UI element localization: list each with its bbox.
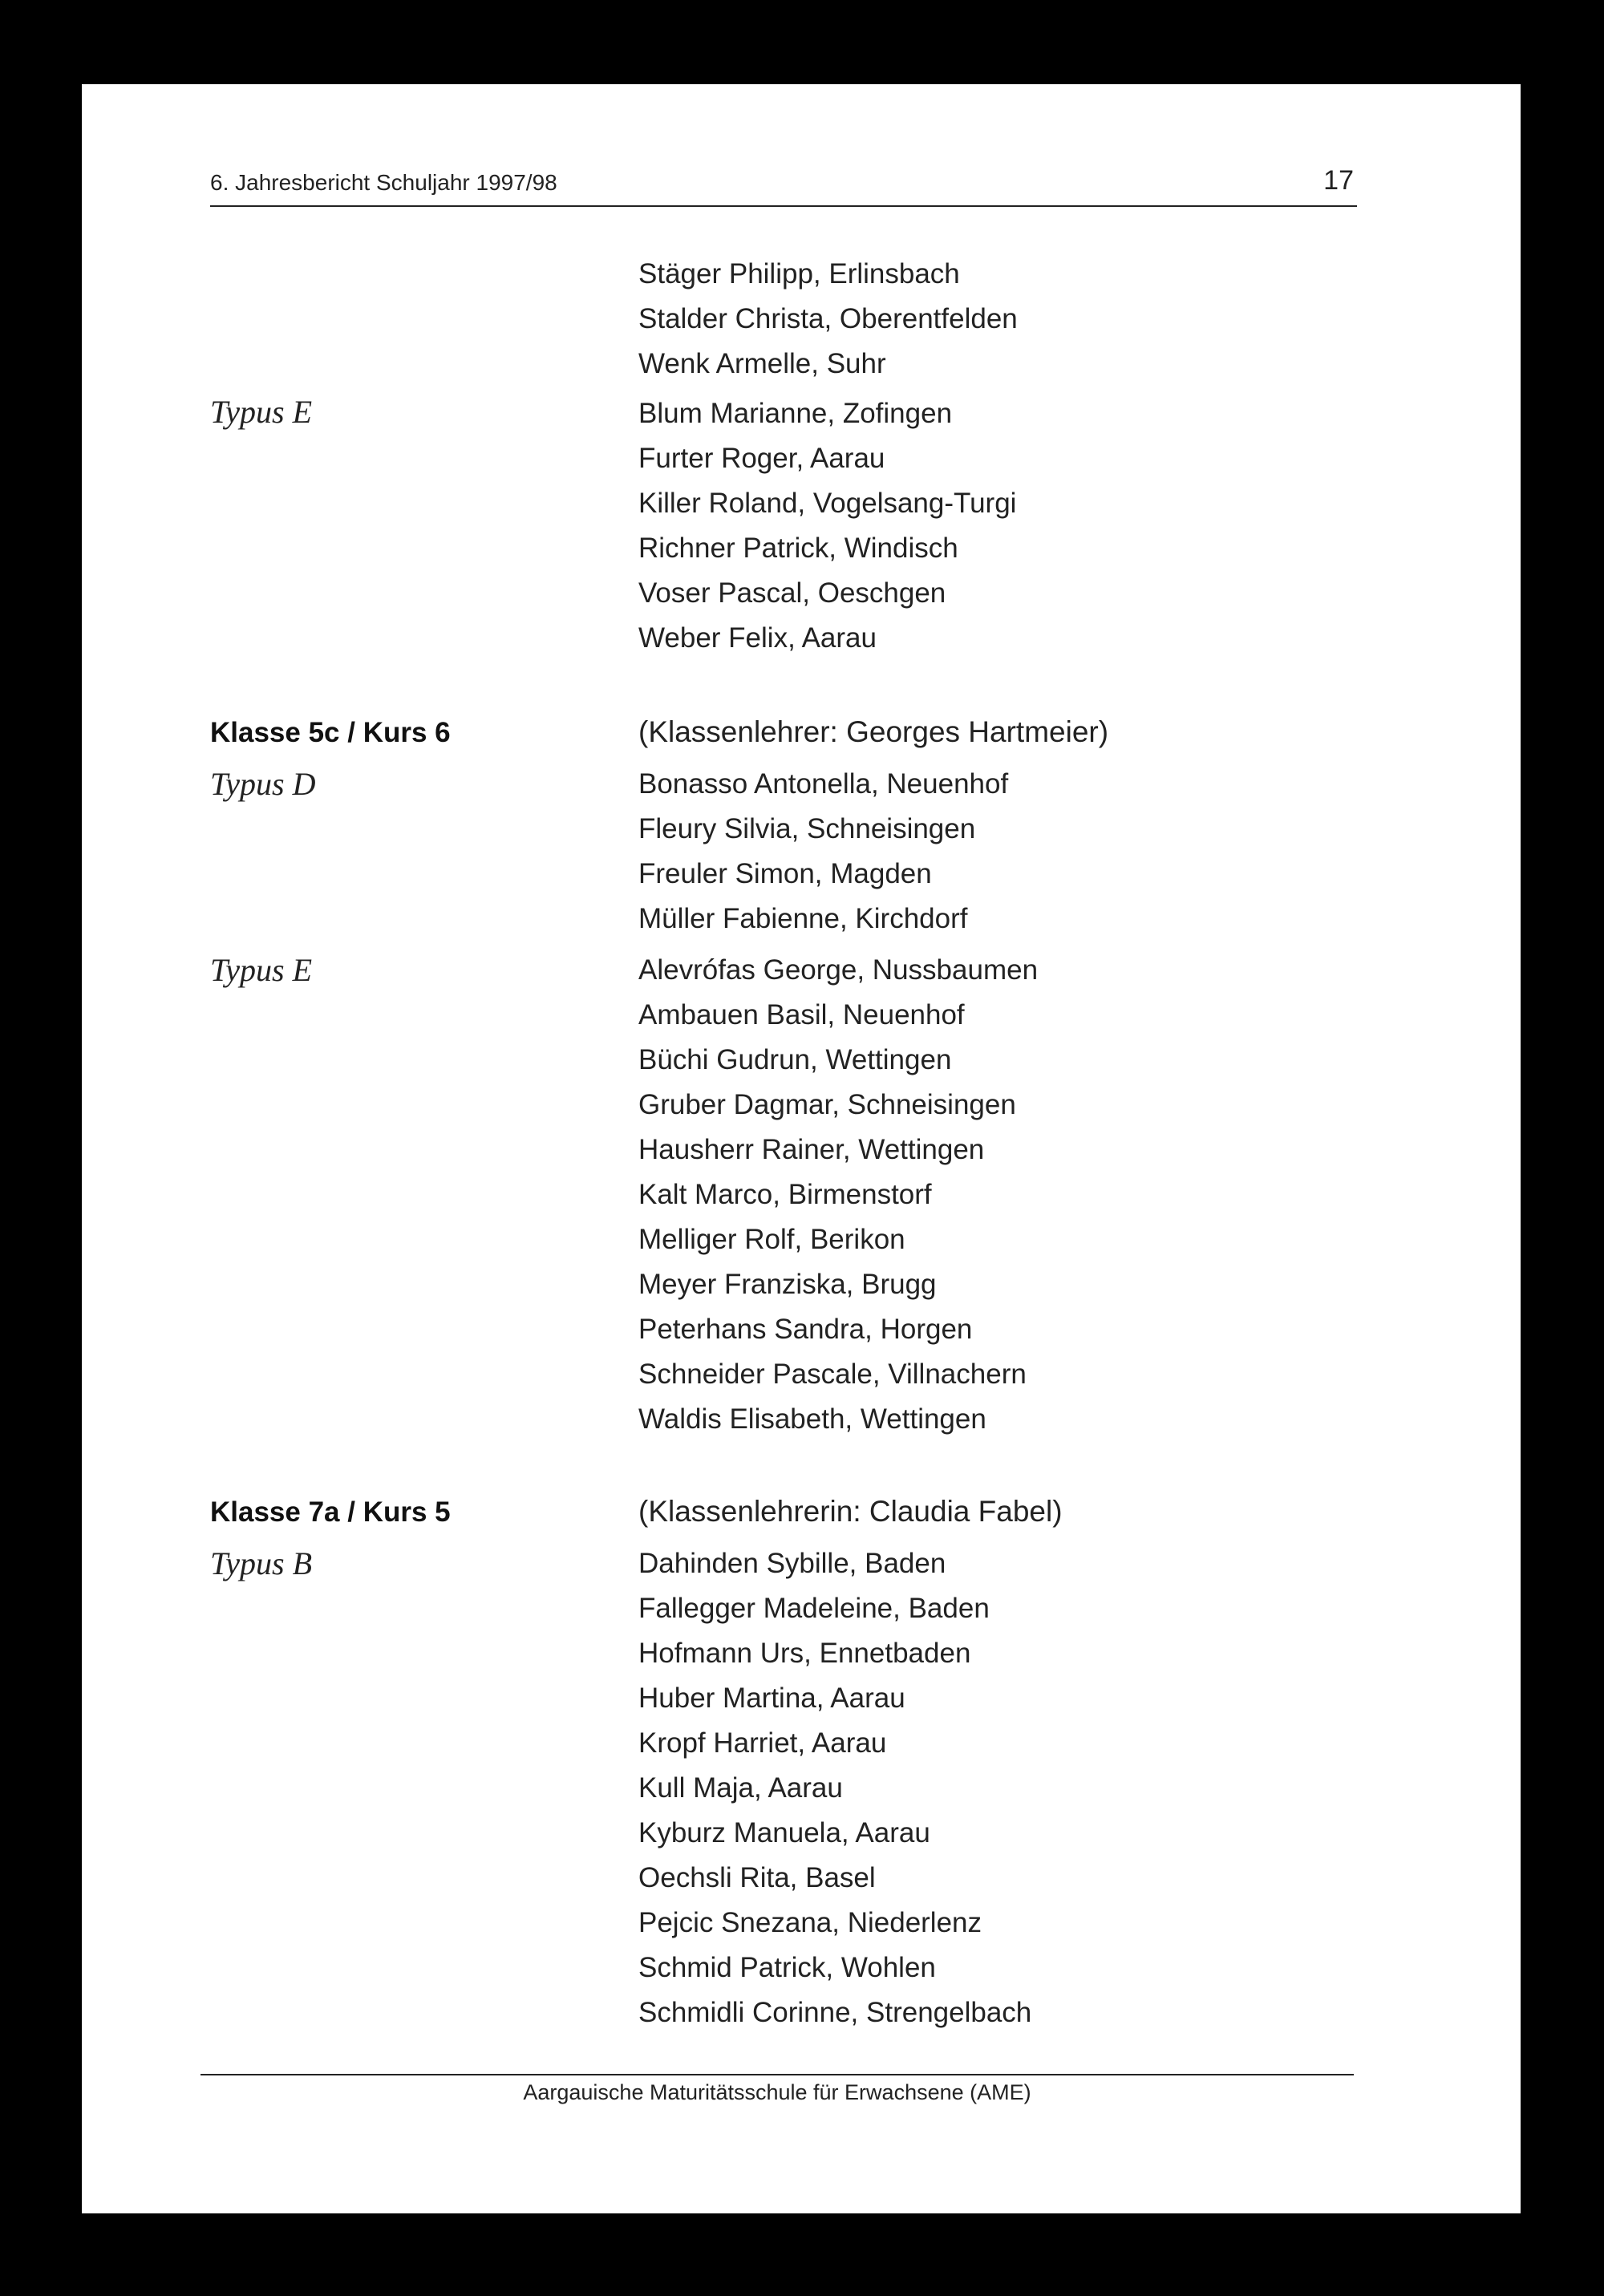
list-item: Alevrófas George, Nussbaumen [638,954,1039,986]
list-item: Freuler Simon, Magden [638,858,932,889]
list-item: Furter Roger, Aarau [638,443,885,474]
list-item: Schneider Pascale, Villnachern [638,1359,1027,1390]
footer-divider [200,2074,1354,2075]
page-number: 17 [1323,165,1354,196]
list-item: Melliger Rolf, Berikon [638,1224,905,1255]
name-list-typus-d [638,762,1008,941]
list-item: Bonasso Antonella, Neuenhof [638,768,1009,800]
typus-e-label: Typus E [210,394,313,430]
list-item: Gruber Dagmar, Schneisingen [638,1089,1016,1120]
list-item: Büchi Gudrun, Wettingen [638,1044,952,1075]
list-item: Schmid Patrick, Wohlen [638,1952,936,1983]
name-list-typus-e [638,391,1016,661]
list-item: Kropf Harriet, Aarau [638,1727,887,1759]
name-list-typus-e [638,948,1038,1442]
list-item: Schmidli Corinne, Strengelbach [638,1997,1032,2028]
list-item: Peterhans Sandra, Horgen [638,1314,973,1345]
list-item: Hofmann Urs, Ennetbaden [638,1638,971,1669]
page-footer: Aargauische Maturitätsschule für Erwachsene (AME) [523,2080,1031,2104]
typus-e-label: Typus E [210,952,313,988]
list-item: Müller Fabienne, Kirchdorf [638,903,968,934]
page-header [210,165,1357,207]
name-list-continued [638,252,1018,387]
list-item: Pejcic Snezana, Niederlenz [638,1907,982,1938]
class-teacher: (Klassenlehrerin: Claudia Fabel) [638,1495,1063,1528]
list-item: Huber Martina, Aarau [638,1683,905,1714]
name-list-typus-b [638,1541,1031,2035]
list-item: Stäger Philipp, Erlinsbach [638,258,960,290]
list-item: Ambauen Basil, Neuenhof [638,999,965,1031]
class-heading: Klasse 5c / Kurs 6 [210,717,451,748]
typus-d-label: Typus D [210,766,316,802]
list-item: Fleury Silvia, Schneisingen [638,813,976,844]
list-item: Fallegger Madeleine, Baden [638,1593,990,1624]
list-item: Killer Roland, Vogelsang-Turgi [638,488,1017,519]
list-item: Kyburz Manuela, Aarau [638,1817,930,1849]
class-teacher: (Klassenlehrer: Georges Hartmeier) [638,715,1109,748]
list-item: Dahinden Sybille, Baden [638,1548,946,1579]
list-item: Wenk Armelle, Suhr [638,348,886,379]
list-item: Kalt Marco, Birmenstorf [638,1179,932,1210]
list-item: Richner Patrick, Windisch [638,532,958,564]
list-item: Voser Pascal, Oeschgen [638,577,946,609]
class-heading: Klasse 7a / Kurs 5 [210,1496,451,1528]
typus-b-label: Typus B [210,1545,313,1581]
list-item: Meyer Franziska, Brugg [638,1269,937,1300]
list-item: Stalder Christa, Oberentfelden [638,303,1018,334]
list-item: Kull Maja, Aarau [638,1772,843,1804]
list-item: Blum Marianne, Zofingen [638,398,953,429]
list-item: Hausherr Rainer, Wettingen [638,1134,985,1165]
list-item: Weber Felix, Aarau [638,622,877,654]
header-title: 6. Jahresbericht Schuljahr 1997/98 [210,170,557,195]
list-item: Oechsli Rita, Basel [638,1862,876,1893]
list-item: Waldis Elisabeth, Wettingen [638,1403,986,1435]
